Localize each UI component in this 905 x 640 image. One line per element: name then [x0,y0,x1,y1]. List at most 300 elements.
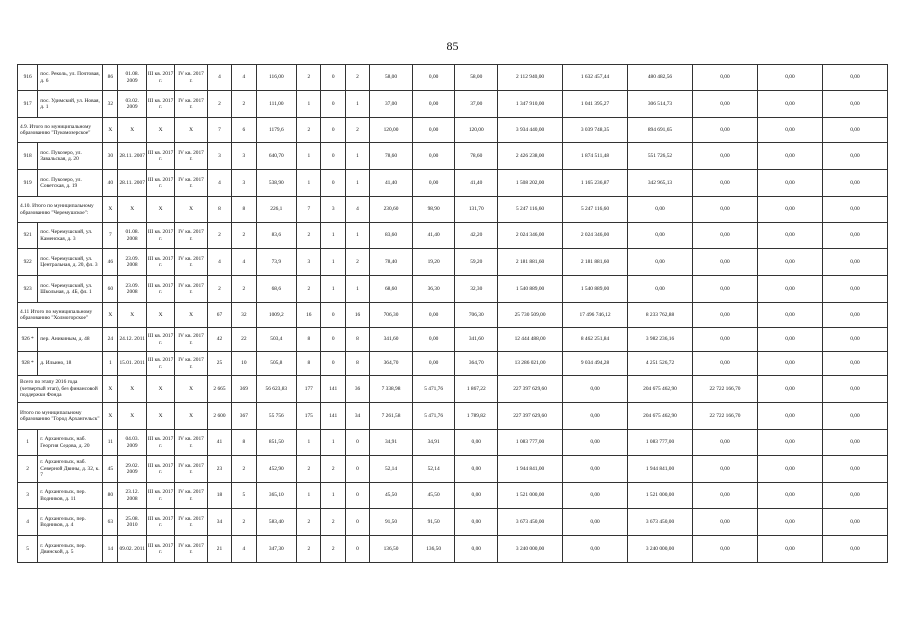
table-cell: 0,00 [692,249,757,276]
table-cell: 1 [297,143,321,170]
table-cell: 8 [297,352,321,376]
table-cell: 0 [321,118,345,143]
table-cell: 120,00 [370,118,413,143]
table-cell: 16 [297,303,321,328]
table-cell: IV кв. 2017 г. [175,430,207,456]
table-cell: III кв. 2017 г. [146,430,174,456]
table-cell: 3 240 000,00 [498,536,563,563]
table-cell: 6 [232,118,256,143]
table-cell: 0,00 [692,65,757,91]
table-cell: 0,00 [692,276,757,303]
table-cell: 0,00 [692,91,757,118]
table-cell: 2 181 881,60 [563,249,628,276]
table-cell: 0,00 [563,483,628,509]
table-cell: 5 471,76 [412,376,455,403]
table-cell: 0 [345,483,369,509]
table-cell: 8 233 762,88 [628,303,693,328]
table-cell: 1 540 889,00 [563,276,628,303]
table-cell: 851,50 [256,430,297,456]
table-cell: 1 [345,276,369,303]
table-cell: 0,00 [455,536,498,563]
table-cell: 91,50 [370,509,413,536]
table-cell: 3 [232,170,256,197]
table-cell: 86 [103,65,118,91]
table-cell: 4 251 526,72 [628,352,693,376]
table-cell: 56 623,83 [256,376,297,403]
table-cell: IV кв. 2017 г. [175,276,207,303]
table-cell: 3 982 236,16 [628,328,693,352]
table-cell: 0,00 [412,143,455,170]
table-cell: 0,00 [822,249,887,276]
table-cell: 923 [18,276,38,303]
table-cell: 0,00 [757,483,822,509]
table-cell: IV кв. 2017 г. [175,223,207,249]
table-cell: 2 [232,276,256,303]
table-cell: X [175,197,207,223]
table-cell: 4 [207,249,231,276]
table-cell: 0,00 [822,118,887,143]
table-cell: X [103,303,118,328]
table-cell: 3 [232,143,256,170]
table-cell: III кв. 2017 г. [146,170,174,197]
table-cell: 3 [297,249,321,276]
table-cell: III кв. 2017 г. [146,91,174,118]
table-cell: 369 [232,376,256,403]
table-cell: 0,00 [822,143,887,170]
table-cell: 2 [232,223,256,249]
table-cell: 919 [18,170,38,197]
table-cell: III кв. 2017 г. [146,249,174,276]
table-cell: 23.12. 2008 [118,483,146,509]
table-cell: 4 [232,65,256,91]
table-cell: 25 730 509,00 [498,303,563,328]
table-cell: 1 874 511,48 [563,143,628,170]
table-cell: 0,00 [757,456,822,483]
table-cell: 2 [232,509,256,536]
table-cell: 4 [345,197,369,223]
table-cell: 0,00 [822,352,887,376]
table-cell: 0,00 [692,197,757,223]
table-cell: 32 [103,91,118,118]
table-cell: 36 [345,376,369,403]
table-cell: 0 [345,536,369,563]
table-cell: 0,00 [692,118,757,143]
table-cell: 42,20 [455,223,498,249]
table-cell: 175 [297,403,321,430]
table-cell: 4 [232,249,256,276]
table-cell: 1 [18,430,38,456]
table-cell: г. Архангельск, наб. Георгия Седова, д. 20 [38,430,103,456]
table-cell: 2 [297,276,321,303]
table-cell: 28.11. 2007 [118,170,146,197]
table-cell: 0,00 [822,197,887,223]
table-cell: 1 508 202,00 [498,170,563,197]
table-cell: 0,00 [822,65,887,91]
table-cell: 0,00 [822,276,887,303]
table-cell: 2 665 [207,376,231,403]
table-cell: 0,00 [692,303,757,328]
table-cell: 0,00 [822,403,887,430]
table-cell: 25 [207,352,231,376]
table-cell: 68,6 [256,276,297,303]
table-cell: 0,00 [692,456,757,483]
table-cell: 63 [103,509,118,536]
table-cell: пос. Пукозеро, ул. Завальская, д. 20 [38,143,103,170]
table-row [18,509,888,536]
table-cell: III кв. 2017 г. [146,223,174,249]
table-cell: 0,00 [628,197,693,223]
table-cell: 0,00 [412,328,455,352]
table-cell: 2 [207,91,231,118]
table-cell: 0,00 [822,170,887,197]
table-cell: 918 [18,143,38,170]
table-cell: 42 [207,328,231,352]
table-cell: 3 [18,483,38,509]
table-row [18,276,888,303]
table-cell: 0,00 [757,249,822,276]
table-cell: 227 397 629,60 [498,403,563,430]
table-cell: 5 247 116,60 [498,197,563,223]
table-cell: 2 [207,223,231,249]
table-cell: 0,00 [757,403,822,430]
table-cell: 04.03. 2009 [118,430,146,456]
table-cell: 0,00 [757,430,822,456]
table-cell: 0,00 [563,403,628,430]
table-cell: 0,00 [412,91,455,118]
table-cell: пос. Черемушский, ул. Школьная, д. 4Б, фл. 1 [38,276,103,303]
table-cell: 0,00 [757,328,822,352]
table-cell: 1 944 841,00 [498,456,563,483]
table-cell: 80 [103,483,118,509]
table-cell: 0,00 [757,509,822,536]
table-cell: 0 [321,303,345,328]
table-cell: 22 [232,328,256,352]
table-cell: X [103,118,118,143]
table-cell: 7 [297,197,321,223]
table-cell: 55 756 [256,403,297,430]
table-cell: 18 [207,483,231,509]
table-cell: IV кв. 2017 г. [175,328,207,352]
table-cell: 921 [18,223,38,249]
table-cell: 0,00 [822,223,887,249]
table-cell: 2 [297,223,321,249]
table-cell: 583,40 [256,509,297,536]
table-cell: 8 [232,430,256,456]
table-cell: 0,00 [412,170,455,197]
table-cell: 46 [103,249,118,276]
table-cell: IV кв. 2017 г. [175,456,207,483]
table-cell: 0,00 [822,536,887,563]
table-cell: 14 [103,536,118,563]
table-cell: 0,00 [757,536,822,563]
table-cell: 32 [232,303,256,328]
table-cell: 0 [321,91,345,118]
table-cell: IV кв. 2017 г. [175,483,207,509]
table-cell: 83,6 [256,223,297,249]
table-cell: 0,00 [563,456,628,483]
table-cell: 2 [321,536,345,563]
table-cell: 1 [297,430,321,456]
table-cell: 0,00 [757,143,822,170]
table-cell: 0 [321,352,345,376]
table-cell: 2 [297,509,321,536]
table-cell: 2 [297,536,321,563]
table-cell: X [175,403,207,430]
table-cell: 78,60 [455,143,498,170]
table-cell: 16 [345,303,369,328]
table-cell: 2 [297,65,321,91]
table-cell: 2 112 940,00 [498,65,563,91]
table-cell: Итого по муниципальному образованию "Город Архангельск" [18,403,103,430]
table-cell: 0,00 [455,456,498,483]
table-cell: 15.01. 2011 [118,352,146,376]
table-cell: 7 338,98 [370,376,413,403]
table-cell: 1 165 236,87 [563,170,628,197]
table-cell: 58,00 [455,65,498,91]
table-cell: III кв. 2017 г. [146,65,174,91]
table-cell: 5 [232,483,256,509]
table-cell: 19,20 [412,249,455,276]
table-cell: IV кв. 2017 г. [175,249,207,276]
table-cell: X [146,303,174,328]
table-row [18,143,888,170]
table-cell: 34,91 [370,430,413,456]
table-cell: IV кв. 2017 г. [175,143,207,170]
table-cell: 1179,6 [256,118,297,143]
table-cell: 52,14 [370,456,413,483]
table-cell: 136,50 [370,536,413,563]
table-cell: 364,70 [370,352,413,376]
table-cell: 0,00 [412,118,455,143]
table-cell: пос. Черемушский, ул. Центральная, д. 20, фл. 3 [38,249,103,276]
table-cell: 78,40 [370,249,413,276]
table-cell: IV кв. 2017 г. [175,170,207,197]
table-cell: 0 [321,328,345,352]
table-cell: 1 867,22 [455,376,498,403]
table-cell: 2 [207,276,231,303]
table-cell: 2 [321,509,345,536]
table-cell: 5 471,76 [412,403,455,430]
table-cell: 0 [345,509,369,536]
table-cell: 4 [232,536,256,563]
table-cell: 41,40 [412,223,455,249]
table-cell: 2 [297,456,321,483]
table-cell: 0,00 [692,143,757,170]
table-cell: X [146,197,174,223]
table-cell: 922 [18,249,38,276]
table-cell: пос. Удимский, ул. Новая, д. 1 [38,91,103,118]
table-row [18,65,888,91]
table-cell: 0,00 [757,91,822,118]
table-cell: X [118,376,146,403]
table-cell: 1 347 910,00 [498,91,563,118]
table-cell: 141 [321,403,345,430]
table-cell: 37,00 [370,91,413,118]
table-cell: X [103,403,118,430]
table-cell: 68,60 [370,276,413,303]
table-cell: 2 426 238,00 [498,143,563,170]
table-cell: 0 [321,143,345,170]
table-cell: 538,90 [256,170,297,197]
table-cell: 0 [321,65,345,91]
table-cell: III кв. 2017 г. [146,536,174,563]
table-cell: 503,4 [256,328,297,352]
table-cell: 341,60 [370,328,413,352]
table-cell: 8 [345,352,369,376]
table-cell: 367 [232,403,256,430]
table-cell: 0,00 [628,249,693,276]
table-cell: 8 [207,197,231,223]
table-row [18,170,888,197]
table-cell: 0,00 [822,430,887,456]
table-cell: 0,00 [822,483,887,509]
table-cell: 1 [297,91,321,118]
table-row [18,91,888,118]
table-cell: 120,00 [455,118,498,143]
table-row [18,249,888,276]
table-cell: 706,30 [455,303,498,328]
table-cell: 1 083 777,00 [498,430,563,456]
table-cell: III кв. 2017 г. [146,276,174,303]
table-cell: 480 482,56 [628,65,693,91]
table-cell: 0,00 [692,509,757,536]
table-cell: III кв. 2017 г. [146,143,174,170]
table-cell: 3 [207,143,231,170]
table-cell: 34 [207,509,231,536]
table-cell: 3 240 000,00 [628,536,693,563]
table-cell: 0,00 [412,303,455,328]
table-cell: 365,10 [256,483,297,509]
table-cell: 204 675 462,90 [628,403,693,430]
table-cell: 8 [232,197,256,223]
table-cell: 60 [103,276,118,303]
table-cell: 41,40 [370,170,413,197]
table-cell: г. Архангельск, пер. Водников, д. 4 [38,509,103,536]
table-cell: 0,00 [757,352,822,376]
table-cell: 347,30 [256,536,297,563]
table-cell: 8 462 251,84 [563,328,628,352]
table-cell: 7 261,58 [370,403,413,430]
table-cell: 83,60 [370,223,413,249]
table-cell: 2 [232,456,256,483]
table-cell: III кв. 2017 г. [146,352,174,376]
table-cell: 0,00 [757,376,822,403]
table-cell: 12 444 488,00 [498,328,563,352]
table-cell: 1 [297,170,321,197]
table-cell: 0 [345,430,369,456]
table-cell: 364,70 [455,352,498,376]
table-cell: 58,00 [370,65,413,91]
table-cell: 8 [297,328,321,352]
table-cell: 0,00 [412,65,455,91]
table-cell: 916 [18,65,38,91]
table-cell: 917 [18,91,38,118]
table-cell: 131,70 [455,197,498,223]
table-cell: 1 [321,430,345,456]
table-cell: X [103,197,118,223]
total-row [18,197,888,223]
table-row [18,483,888,509]
table-cell: X [175,303,207,328]
table-cell: Всего по этапу 2016 года (четвертый этап), без финансовой поддержки Фонда [18,376,103,403]
table-cell: 0,00 [822,91,887,118]
table-cell: 136,50 [412,536,455,563]
table-cell: 2 [321,456,345,483]
table-cell: пос. Реколь, ул. Почтовая, д. 6 [38,65,103,91]
table-cell: III кв. 2017 г. [146,456,174,483]
table-cell: 23 [207,456,231,483]
table-cell: 1 083 777,00 [628,430,693,456]
table-cell: IV кв. 2017 г. [175,91,207,118]
table-cell: IV кв. 2017 г. [175,352,207,376]
table-cell: 230,60 [370,197,413,223]
table-cell: 2 [297,118,321,143]
table-cell: 0,00 [628,276,693,303]
table-cell: г. Архангельск, пер. Водников, д. 11 [38,483,103,509]
table-cell: 0,00 [455,430,498,456]
table-cell: 1 [103,352,118,376]
table-cell: 0,00 [757,303,822,328]
table-cell: 2 024 346,00 [563,223,628,249]
table-cell: 0,00 [692,430,757,456]
table-cell: 1 [345,143,369,170]
table-cell: 0,00 [757,170,822,197]
table-cell: X [175,118,207,143]
table-cell: 2 [345,249,369,276]
table-cell: 0 [345,456,369,483]
table-cell: г. Архангельск, наб. Северной Двины, д. 32, к. 7 [38,456,103,483]
table-cell: 1 041 395,27 [563,91,628,118]
table-cell: 452,90 [256,456,297,483]
table-cell: 23.09. 2008 [118,249,146,276]
table-cell: 4 [207,170,231,197]
table-cell: 3 673 450,00 [498,509,563,536]
table-cell: 37,00 [455,91,498,118]
table-cell: 0,00 [692,536,757,563]
table-cell: X [118,197,146,223]
table-cell: 2 [18,456,38,483]
table-cell: IV кв. 2017 г. [175,536,207,563]
table-cell: X [146,118,174,143]
table-cell: г. Архангельск, пер. Двинской, д. 5 [38,536,103,563]
table-cell: 0,00 [563,376,628,403]
table-cell: 3 934 440,00 [498,118,563,143]
table-cell: 2 181 881,60 [498,249,563,276]
table-cell: 342 965,13 [628,170,693,197]
table-cell: 1 [345,223,369,249]
table-cell: X [175,376,207,403]
table-cell: 45,50 [370,483,413,509]
table-cell: 2 [232,91,256,118]
table-row [18,328,888,352]
table-cell: 1 632 457,44 [563,65,628,91]
table-cell: 1 540 889,00 [498,276,563,303]
table-cell: 0,00 [822,456,887,483]
table-cell: 10 [232,352,256,376]
table-cell: 3 039 748,35 [563,118,628,143]
table-cell: 78,60 [370,143,413,170]
table-cell: 17 496 746,12 [563,303,628,328]
table-cell: 0,00 [692,170,757,197]
table-cell: 0,00 [757,197,822,223]
table-row [18,430,888,456]
table-cell: 0,00 [563,430,628,456]
table-cell: 24 [103,328,118,352]
table-cell: X [118,118,146,143]
table-cell: 67 [207,303,231,328]
table-cell: 22 722 166,70 [692,403,757,430]
table-cell: 177 [297,376,321,403]
